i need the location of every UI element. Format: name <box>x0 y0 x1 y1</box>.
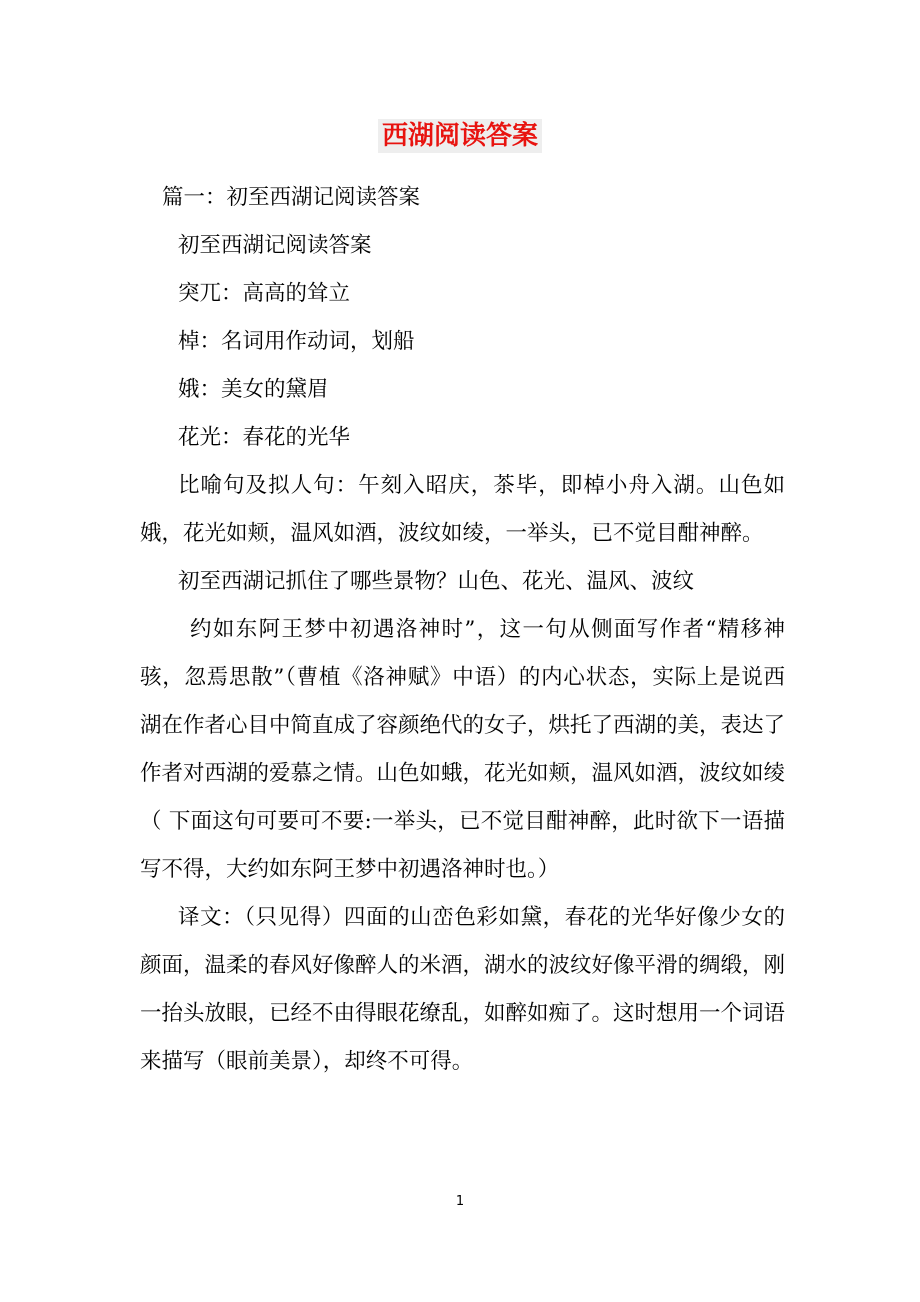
definition-item: 突兀：高高的耸立 <box>178 281 351 306</box>
body-paragraph: （ 下面这句可要可不要:一举头，已不觉目酣神醉，此时欲下一语描写不得，大约如东阿王梦中初遇洛神时也。） <box>140 809 785 882</box>
body-paragraph: 初至西湖记抓住了哪些景物？山色、花光、温风、波纹 <box>178 569 695 594</box>
body-paragraph: 比喻句及拟人句：午刻入昭庆，茶毕，即棹小舟入湖。山色如娥，花光如颊，温风如酒，波纹如绫，一举头，已不觉目酣神醉。 <box>140 473 785 546</box>
section-heading: 篇一：初至西湖记阅读答案 <box>162 185 421 210</box>
subheading: 初至西湖记阅读答案 <box>178 233 372 258</box>
definition-item: 娥：美女的黛眉 <box>178 377 329 402</box>
document-body <box>140 174 785 1086</box>
document-title-text: 西湖阅读答案 <box>378 119 542 153</box>
definition-item: 棹：名词用作动词，划船 <box>178 329 415 354</box>
definition-item: 花光：春花的光华 <box>178 425 351 450</box>
body-paragraph: 约如东阿王梦中初遇洛神时”，这一句从侧面写作者“精移神骇，忽焉思散”（曹植《洛神赋》中语）的内心状态，实际上是说西湖在作者心目中简直成了容颜绝代的女子，烘托了西湖的美，表达了作者对西湖的爱慕之情。山色如蛾，花光如颊，温风如酒，波纹如绫 <box>140 617 786 786</box>
page-number: 1 <box>455 1194 465 1209</box>
document-title <box>0 116 920 156</box>
translation-paragraph: 译文：（只见得）四面的山峦色彩如黛，春花的光华好像少女的颜面，温柔的春风好像醉人的米酒，湖水的波纹好像平滑的绸缎，刚一抬头放眼，已经不由得眼花缭乱，如醉如痴了。这时想用一个词语来描写（眼前美景），却终不可得。 <box>140 905 786 1074</box>
